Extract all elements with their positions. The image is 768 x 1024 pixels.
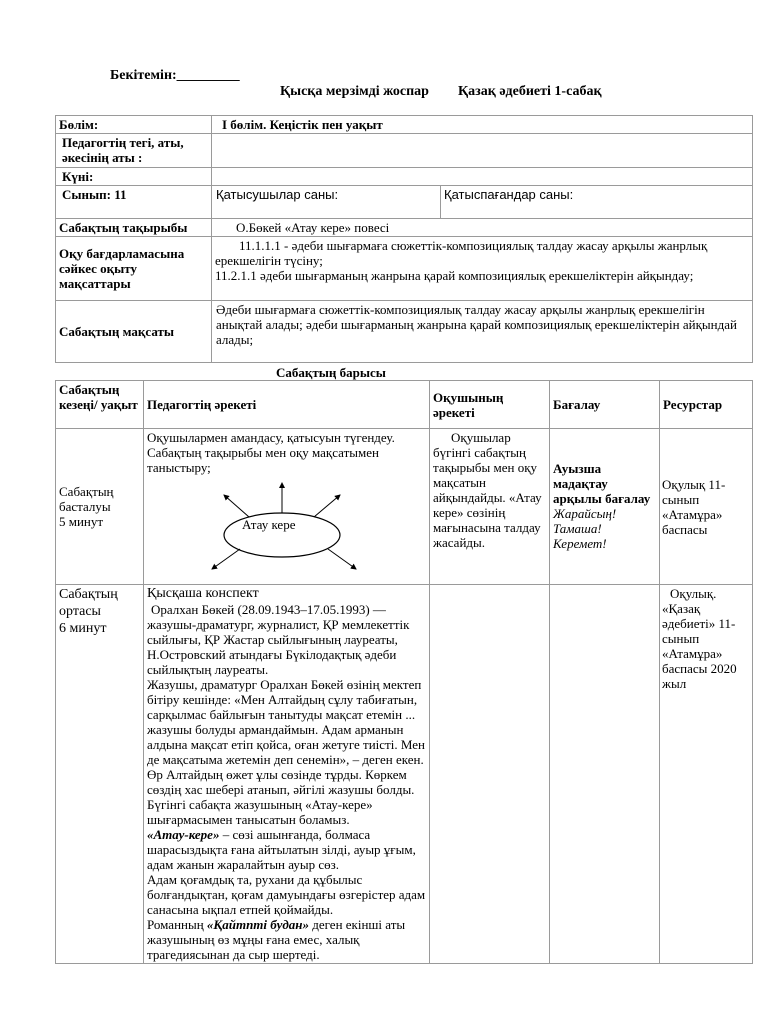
arrow-down-right — [328, 549, 356, 569]
absent-count-label: Қатыспағандар саны: — [441, 186, 753, 219]
summary-paragraph-5: Романның «Қайтпті будан» деген екінші аты жазушының өз мұңы ғана емес, халық трагедиясынан да сыр шертеді. — [147, 917, 406, 962]
col-header-teacher: Педагогтің әрекеті — [144, 381, 430, 429]
col-header-student: Оқушының әрекеті — [430, 381, 550, 429]
assessment-title: Ауызша мадақтау арқылы бағалау — [553, 461, 651, 506]
topic-label: Сабақтың тақырыбы — [56, 219, 212, 237]
date-label: Күні: — [56, 168, 212, 186]
teacher-action-text: Оқушылармен амандасу, қатысуын түгендеу. Сабақтың тақырыбы мен оқу мақсатымен таныстыру; — [147, 430, 395, 475]
teacher-label: Педагогтің тегі, аты, әкесінің аты : — [56, 134, 212, 168]
objectives-label: Оқу бағдарламасына сәйкес оқыту мақсаттары — [56, 237, 212, 301]
goal-value: Әдеби шығармаға сюжеттік-композициялық талдау жасау арқылы жанрлық ерекшелігін анықтай алады; әдеби шығарманың жанрына қарай композициялық ерекшеліктерін айқындай алады; — [212, 301, 753, 363]
resources-middle: Оқулық. «Қазақ әдебиеті» 11-сынып «Атамұра» баспасы 2020 жыл — [660, 585, 753, 964]
assessment-middle — [550, 585, 660, 964]
progress-table — [55, 380, 753, 964]
resources-start: Оқулық 11-сынып «Атамұра» баспасы — [660, 429, 753, 585]
lesson-info-table — [55, 115, 753, 363]
teacher-value — [212, 134, 753, 168]
objective-1: 11.1.1.1 - әдеби шығармаға сюжеттік-композициялық талдау жасау арқылы жанрлық ерекшелігін түсіну; — [215, 238, 708, 268]
arrow-up-right — [314, 495, 340, 517]
diagram-label: Атау кере — [242, 517, 296, 532]
approved-label: Бекітемін:_________ — [110, 68, 240, 83]
teacher-action-middle — [144, 585, 430, 964]
arrow-up-left — [224, 495, 249, 517]
section-value: I бөлім. Кеңістік пен уақыт — [212, 116, 753, 134]
class-label: Сынып: 11 — [56, 186, 212, 219]
plan-title: Қысқа мерзімді жоспар — [280, 84, 429, 99]
progress-title: Сабақтың барысы — [276, 365, 386, 380]
student-action-middle — [430, 585, 550, 964]
table-row — [56, 429, 753, 585]
stage-middle: Сабақтың ортасы 6 минут — [56, 585, 144, 964]
praise-2: Тамаша! — [553, 521, 602, 536]
praise-1: Жарайсың! — [553, 506, 617, 521]
objectives-value — [212, 237, 753, 301]
date-value — [212, 168, 753, 186]
summary-paragraph-1: Оралхан Бөкей (28.09.1943–17.05.1993) — жазушы-драматург, журналист, ҚР мемлекеттік сыйлығы, ҚР Жастар сыйлығының лауреаты, Н.Островский атындағы Бүкілодақтық әдеби сыйлықтың лауреаты. — [147, 602, 410, 677]
teacher-action-start — [144, 429, 430, 585]
col-header-stage: Сабақтың кезеңі/ уақыт — [56, 381, 144, 429]
present-count-label: Қатысушылар саны: — [212, 186, 441, 219]
objective-2: 11.2.1.1 әдеби шығарманың жанрына қарай композициялық ерекшеліктерін айқындау; — [215, 268, 694, 283]
col-header-assessment: Бағалау — [550, 381, 660, 429]
table-row — [56, 585, 753, 964]
term-novel-name: «Қайтпті будан» — [206, 917, 309, 932]
stage-start: Сабақтың басталуы 5 минут — [56, 429, 144, 585]
col-header-resources: Ресурстар — [660, 381, 753, 429]
student-action-start: Оқушылар бүгінгі сабақтың тақырыбы мен оқу мақсатын айқындайды. «Атау кере» сөзінің мағынасына талдау жасайды. — [430, 429, 550, 585]
assessment-start — [550, 429, 660, 585]
summary-paragraph-3: «Атау-кере» – сөзі ашынғанда, болмаса шарасыздықта ғана айтылатын зілді, ауыр ұғым, адам жанын жаралайтын ауыр сөз. — [147, 827, 416, 872]
summary-paragraph-4: Адам қоғамдық та, рухани да құбылыс болғандықтан, қоғам дамуындағы өзгерістер адам санасына ықпал етпей қоймайды. — [147, 872, 426, 917]
topic-value: О.Бөкей «Атау кере» повесі — [212, 219, 753, 237]
lesson-title: Қазақ әдебиеті 1-сабақ — [458, 84, 602, 99]
praise-3: Керемет! — [553, 536, 607, 551]
summary-paragraph-2: Жазушы, драматург Оралхан Бөкей өзінің мектеп бітіру кешінде: «Мен Алтайдың сұлу табиғатын, сарқылмас байлығын танытуды мақсат етемін ... жазушы болуды армандаймын. Адам арманын алдына мақсат етіп қойса, оған жетуге тиісті. Мен де мақсатыма жетемін деп сенемін», – деген екен. Өр Алтайдың өжет ұлы сөзінде тұрды. Көркем сөздің хас шебері атанып, әйгілі жазушы болды. Бүгінгі сабақта жазушының «Атау-кере» шығармасымен танысатын боламыз. — [147, 677, 425, 827]
summary-heading: Қысқаша конспект — [147, 586, 259, 601]
section-label: Бөлім: — [56, 116, 212, 134]
term-atau-kere: «Атау-кере» — [147, 827, 220, 842]
arrow-down-left — [212, 549, 240, 569]
goal-label: Сабақтың мақсаты — [56, 301, 212, 363]
